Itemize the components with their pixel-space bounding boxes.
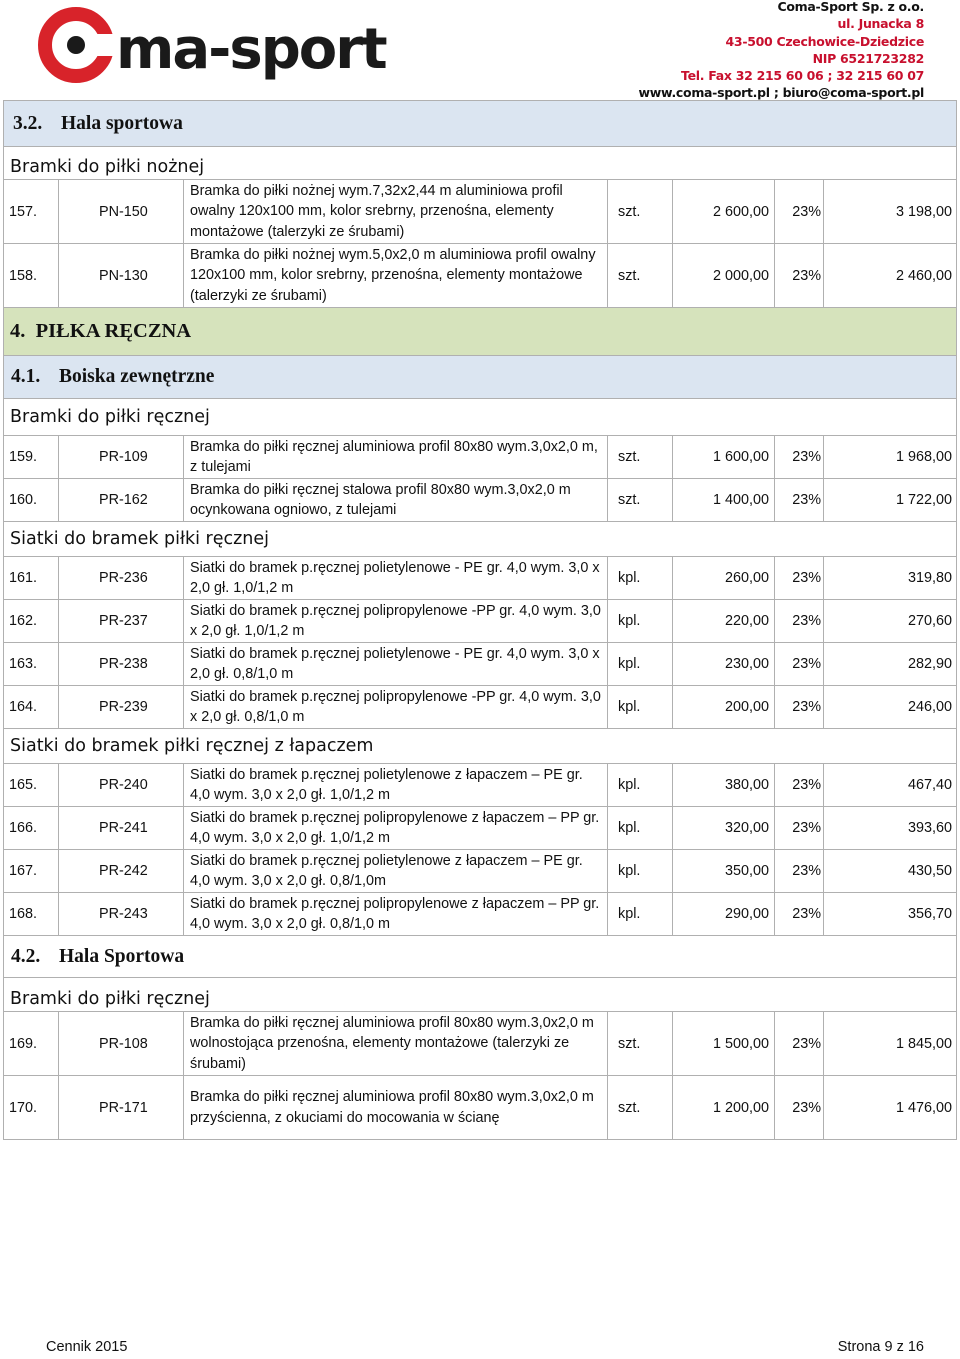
unit: szt. — [608, 1076, 673, 1140]
row-number: 161. — [4, 557, 59, 600]
unit: kpl. — [608, 807, 673, 850]
row-number: 164. — [4, 686, 59, 729]
category-title: Siatki do bramek piłki ręcznej z łapaczem — [10, 736, 374, 756]
category-heading — [4, 147, 957, 180]
gross-price: 270,60 — [824, 600, 957, 643]
section-title: Boiska zewnętrzne — [59, 366, 215, 387]
footer-left: Cennik 2015 — [46, 1339, 128, 1355]
product-code: PN-150 — [59, 180, 184, 244]
row-number: 169. — [4, 1012, 59, 1076]
table-row — [4, 686, 957, 729]
contact-block — [639, 0, 924, 102]
row-number: 166. — [4, 807, 59, 850]
product-description: Bramka do piłki ręcznej aluminiowa profil 80x80 wym.3,0x2,0 m przyścienna, z okuciami do mocowania w ścianę — [184, 1076, 608, 1140]
net-price: 1 400,00 — [673, 479, 775, 522]
net-price: 230,00 — [673, 643, 775, 686]
unit: kpl. — [608, 764, 673, 807]
vat-rate: 23% — [775, 686, 824, 729]
unit: szt. — [608, 436, 673, 479]
section-number: 4.2. — [11, 945, 41, 967]
unit: szt. — [608, 479, 673, 522]
product-description: Siatki do bramek p.ręcznej polipropylenowe -PP gr. 4,0 wym. 3,0 x 2,0 gł. 0,8/1,0 m — [184, 686, 608, 729]
table-row — [4, 436, 957, 479]
vat-rate: 23% — [775, 600, 824, 643]
net-price: 200,00 — [673, 686, 775, 729]
unit: szt. — [608, 244, 673, 308]
company-logo — [38, 6, 400, 84]
table-row — [4, 893, 957, 936]
product-code: PR-236 — [59, 557, 184, 600]
category-heading — [4, 729, 957, 764]
table-row — [4, 600, 957, 643]
product-code: PR-162 — [59, 479, 184, 522]
row-number: 163. — [4, 643, 59, 686]
unit: kpl. — [608, 893, 673, 936]
net-price: 1 500,00 — [673, 1012, 775, 1076]
net-price: 290,00 — [673, 893, 775, 936]
row-number: 168. — [4, 893, 59, 936]
product-description: Siatki do bramek p.ręcznej polipropylenowe z łapaczem – PP gr. 4,0 wym. 3,0 x 2,0 gł. 1,0/1,2 m — [184, 807, 608, 850]
row-number: 157. — [4, 180, 59, 244]
unit: kpl. — [608, 686, 673, 729]
company-name: Coma-Sport Sp. z o.o. — [777, 0, 924, 14]
product-description: Bramka do piłki nożnej wym.5,0x2,0 m aluminiowa profil owalny 120x100 mm, kolor srebrny, przenośna, elementy montażowe (talerzyki ze śrubami) — [184, 244, 608, 308]
category-title: Siatki do bramek piłki ręcznej — [10, 529, 270, 549]
net-price: 220,00 — [673, 600, 775, 643]
table-row — [4, 244, 957, 308]
net-price: 320,00 — [673, 807, 775, 850]
product-code: PR-242 — [59, 850, 184, 893]
vat-rate: 23% — [775, 850, 824, 893]
gross-price: 356,70 — [824, 893, 957, 936]
price-table — [3, 100, 957, 1140]
section-number: 4.1. — [11, 366, 41, 387]
section-heading — [4, 101, 957, 147]
vat-rate: 23% — [775, 479, 824, 522]
net-price: 260,00 — [673, 557, 775, 600]
net-price: 1 600,00 — [673, 436, 775, 479]
section-number: 4. — [10, 320, 26, 342]
category-heading — [4, 978, 957, 1012]
table-row — [4, 479, 957, 522]
table-row — [4, 557, 957, 600]
section-heading — [4, 936, 957, 978]
section-heading — [4, 356, 957, 399]
net-price: 1 200,00 — [673, 1076, 775, 1140]
vat-rate: 23% — [775, 244, 824, 308]
product-description: Siatki do bramek p.ręcznej polietylenowe z łapaczem – PE gr. 4,0 wym. 3,0 x 2,0 gł. 0,8/1,0m — [184, 850, 608, 893]
gross-price: 393,60 — [824, 807, 957, 850]
product-code: PR-237 — [59, 600, 184, 643]
table-row — [4, 1012, 957, 1076]
row-number: 159. — [4, 436, 59, 479]
product-description: Siatki do bramek p.ręcznej polietylenowe - PE gr. 4,0 wym. 3,0 x 2,0 gł. 0,8/1,0 m — [184, 643, 608, 686]
vat-rate: 23% — [775, 436, 824, 479]
row-number: 165. — [4, 764, 59, 807]
product-description: Bramka do piłki ręcznej aluminiowa profil 80x80 wym.3,0x2,0 m, z tulejami — [184, 436, 608, 479]
table-row — [4, 1076, 957, 1140]
gross-price: 430,50 — [824, 850, 957, 893]
product-code: PR-109 — [59, 436, 184, 479]
table-row — [4, 807, 957, 850]
section-title: Hala sportowa — [61, 112, 183, 134]
footer-page-number: Strona 9 z 16 — [837, 1339, 924, 1355]
product-description: Bramka do piłki ręcznej aluminiowa profil 80x80 wym.3,0x2,0 m wolnostojąca przenośna, elementy montażowe (talerzyki ze śrubami) — [184, 1012, 608, 1076]
gross-price: 282,90 — [824, 643, 957, 686]
product-description: Siatki do bramek p.ręcznej polietylenowe z łapaczem – PE gr. 4,0 wym. 3,0 x 2,0 gł. 1,0/1,2 m — [184, 764, 608, 807]
table-row — [4, 180, 957, 244]
category-heading — [4, 399, 957, 436]
gross-price: 319,80 — [824, 557, 957, 600]
table-row — [4, 643, 957, 686]
vat-rate: 23% — [775, 893, 824, 936]
gross-price: 1 968,00 — [824, 436, 957, 479]
product-code: PR-108 — [59, 1012, 184, 1076]
net-price: 2 600,00 — [673, 180, 775, 244]
row-number: 167. — [4, 850, 59, 893]
unit: szt. — [608, 1012, 673, 1076]
vat-rate: 23% — [775, 807, 824, 850]
table-row — [4, 764, 957, 807]
product-code: PN-130 — [59, 244, 184, 308]
unit: kpl. — [608, 643, 673, 686]
unit: kpl. — [608, 557, 673, 600]
section-heading — [4, 308, 957, 356]
row-number: 158. — [4, 244, 59, 308]
product-description: Bramka do piłki nożnej wym.7,32x2,44 m aluminiowa profil owalny 120x100 mm, kolor srebrny, przenośna, elementy montażowe (talerzyki ze śrubami) — [184, 180, 608, 244]
category-heading — [4, 522, 957, 557]
row-number: 160. — [4, 479, 59, 522]
vat-rate: 23% — [775, 643, 824, 686]
product-code: PR-243 — [59, 893, 184, 936]
company-street: ul. Junacka 8 — [837, 16, 924, 32]
unit: szt. — [608, 180, 673, 244]
vat-rate: 23% — [775, 180, 824, 244]
section-title: PIŁKA RĘCZNA — [35, 320, 192, 342]
row-number: 162. — [4, 600, 59, 643]
category-title: Bramki do piłki nożnej — [10, 157, 205, 177]
category-title: Bramki do piłki ręcznej — [10, 407, 210, 427]
vat-rate: 23% — [775, 764, 824, 807]
gross-price: 3 198,00 — [824, 180, 957, 244]
product-description: Siatki do bramek p.ręcznej polietylenowe - PE gr. 4,0 wym. 3,0 x 2,0 gł. 1,0/1,2 m — [184, 557, 608, 600]
unit: kpl. — [608, 850, 673, 893]
table-row — [4, 850, 957, 893]
section-title: Hala Sportowa — [59, 945, 185, 967]
net-price: 380,00 — [673, 764, 775, 807]
svg-text:ma-sport: ma-sport — [116, 17, 386, 82]
product-code: PR-239 — [59, 686, 184, 729]
product-code: PR-238 — [59, 643, 184, 686]
section-number: 3.2. — [13, 112, 43, 134]
category-title: Bramki do piłki ręcznej — [10, 989, 210, 1009]
product-code: PR-240 — [59, 764, 184, 807]
company-phone: Tel. Fax 32 215 60 06 ; 32 215 60 07 — [681, 68, 924, 84]
vat-rate: 23% — [775, 1012, 824, 1076]
net-price: 350,00 — [673, 850, 775, 893]
gross-price: 1 845,00 — [824, 1012, 957, 1076]
gross-price: 246,00 — [824, 686, 957, 729]
company-city: 43-500 Czechowice-Dziedzice — [725, 33, 924, 49]
vat-rate: 23% — [775, 1076, 824, 1140]
unit: kpl. — [608, 600, 673, 643]
company-nip: NIP 6521723282 — [812, 50, 924, 66]
product-description: Siatki do bramek p.ręcznej polipropylenowe -PP gr. 4,0 wym. 3,0 x 2,0 gł. 1,0/1,2 m — [184, 600, 608, 643]
product-description: Bramka do piłki ręcznej stalowa profil 80x80 wym.3,0x2,0 m ocynkowana ogniowo, z tulejami — [184, 479, 608, 522]
gross-price: 1 722,00 — [824, 479, 957, 522]
gross-price: 1 476,00 — [824, 1076, 957, 1140]
row-number: 170. — [4, 1076, 59, 1140]
gross-price: 467,40 — [824, 764, 957, 807]
product-code: PR-171 — [59, 1076, 184, 1140]
net-price: 2 000,00 — [673, 244, 775, 308]
company-web-email: www.coma-sport.pl ; biuro@coma-sport.pl — [638, 85, 924, 101]
gross-price: 2 460,00 — [824, 244, 957, 308]
product-code: PR-241 — [59, 807, 184, 850]
vat-rate: 23% — [775, 557, 824, 600]
product-description: Siatki do bramek p.ręcznej polipropylenowe z łapaczem – PP gr. 4,0 wym. 3,0 x 2,0 gł. 0,8/1,0 m — [184, 893, 608, 936]
